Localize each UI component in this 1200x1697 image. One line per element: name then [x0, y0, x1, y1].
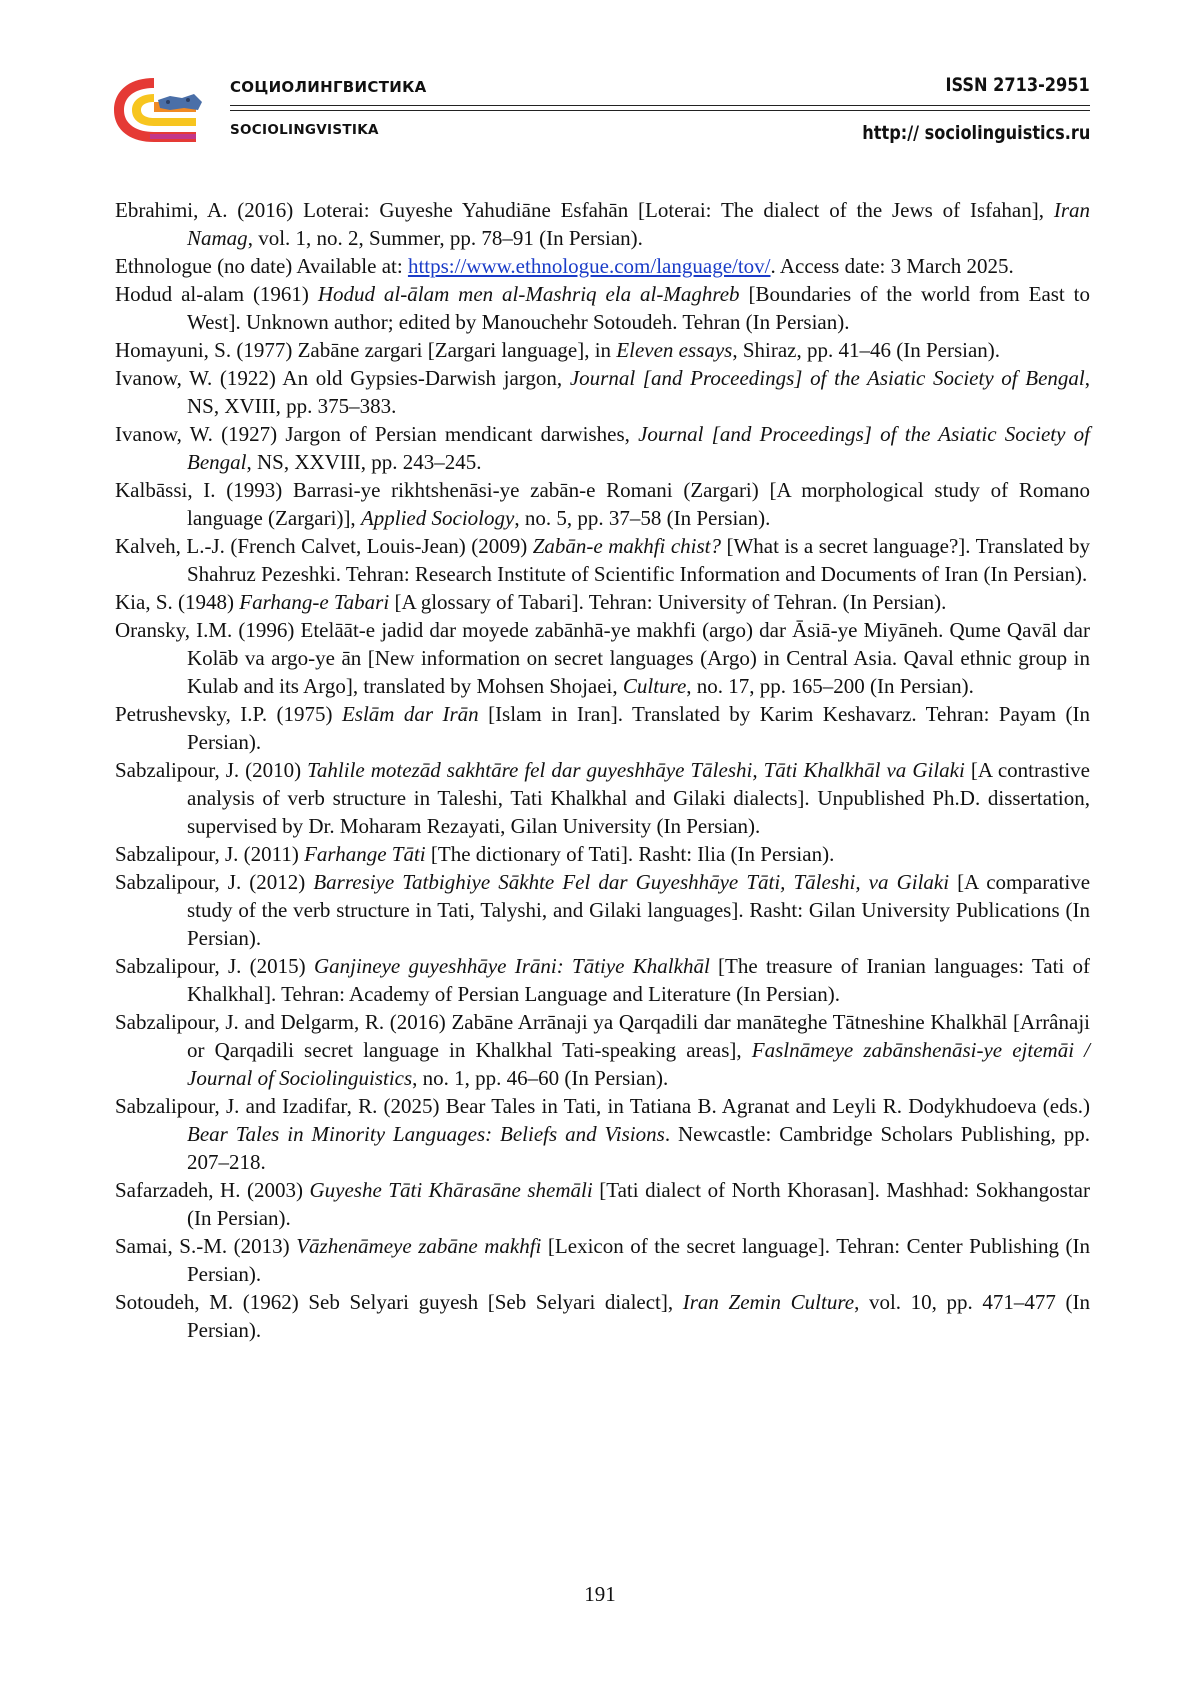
reference-text: Ethnologue (no date) Available at: [115, 254, 408, 278]
reference-title: Farhange Tāti [304, 842, 426, 866]
reference-list [115, 196, 1090, 1344]
header-rule-thin [230, 110, 1090, 111]
reference-title: Zabān-e makhfi chist? [532, 534, 722, 558]
reference-entry [115, 756, 1090, 840]
reference-entry [115, 952, 1090, 1008]
reference-title: Ganjineye guyeshhāye Irāni: Tātiye Khalkhāl [313, 954, 710, 978]
journal-title-ru: СОЦИОЛИНГВИСТИКА [230, 78, 427, 96]
reference-text: . Access date: 3 March 2025. [770, 254, 1014, 278]
reference-entry [115, 1288, 1090, 1344]
reference-title: Culture [622, 674, 687, 698]
reference-entry [115, 1092, 1090, 1176]
reference-text: Safarzadeh, H. (2003) [115, 1178, 310, 1202]
reference-entry [115, 868, 1090, 952]
reference-text: Sabzalipour, J. and Delgarm, R. (2016) Zabāne Arrānaji ya Qarqadili dar manāteghe Tātneshine Khalkhāl [Arrânaji or Qarqadili secret language in Khalkhal Tati-speaking areas], [115, 1010, 1090, 1062]
reference-text: [Tati dialect of North Khorasan]. Mashhad: Sokhangostar (In Persian). [187, 1178, 1090, 1230]
reference-text: Sabzalipour, J. (2010) [115, 758, 308, 782]
reference-text: Homayuni, S. (1977) Zabāne zargari [Zargari language], in [115, 338, 617, 362]
reference-entry [115, 1232, 1090, 1288]
reference-entry [115, 1176, 1090, 1232]
reference-title: Tahlile motezād sakhtāre fel dar guyeshhāye Tāleshi, Tāti Khalkhāl va Gilaki [307, 758, 965, 782]
reference-entry [115, 1008, 1090, 1092]
reference-text: Ebrahimi, A. (2016) Loterai: Guyeshe Yahudiāne Esfahān [Loterai: The dialect of the Jews of Isfahan], [115, 198, 1054, 222]
reference-text: Sabzalipour, J. and Izadifar, R. (2025) Bear Tales in Tati, in Tatiana B. Agranat and Leyli R. Dodykhudoeva (eds.) [115, 1094, 1090, 1118]
issn: ISSN 2713-2951 [945, 74, 1090, 96]
reference-text: Kia, S. (1948) [115, 590, 240, 614]
reference-text: Samai, S.-M. (2013) [115, 1234, 297, 1258]
reference-text: Sotoudeh, M. (1962) Seb Selyari guyesh [Seb Selyari dialect], [115, 1290, 683, 1314]
reference-text: Sabzalipour, J. (2011) [115, 842, 305, 866]
reference-title: Guyeshe Tāti Khārasāne shemāli [309, 1178, 593, 1202]
reference-text: Kalbāssi, I. (1993) Barrasi-ye rikhtshenāsi-ye zabān-e Romani (Zargari) [A morphological study of Romano language (Zargari)], [115, 478, 1090, 530]
reference-entry [115, 476, 1090, 532]
reference-title: Iran Namag [187, 198, 1090, 250]
reference-title: Journal [and Proceedings] of the Asiatic Society of Bengal [569, 366, 1085, 390]
reference-text: [What is a secret language?]. Translated by Shahruz Pezeshki. Tehran: Research Institute of Scientific Information and Documents of Iran (In Persian). [187, 534, 1090, 586]
reference-entry [115, 840, 1090, 868]
reference-entry [115, 364, 1090, 420]
reference-text: Petrushevsky, I.P. (1975) [115, 702, 342, 726]
reference-text: , vol. 1, no. 2, Summer, pp. 78–91 (In Persian). [247, 226, 643, 250]
reference-text: [Boundaries of the world from East to West]. Unknown author; edited by Manouchehr Sotoudeh. Tehran (In Persian). [187, 282, 1091, 334]
page-header [110, 72, 1090, 152]
reference-entry [115, 280, 1090, 336]
reference-text: [A contrastive analysis of verb structure in Taleshi, Tati Khalkhal and Gilaki dialects]. Unpublished Ph.D. dissertation, supervised by Dr. Moharam Rezayati, Gilan University (In Persian). [187, 758, 1090, 838]
reference-title: Farhang-e Tabari [239, 590, 390, 614]
reference-entry [115, 336, 1090, 364]
reference-title: Eslām dar Irān [341, 702, 479, 726]
reference-text: Kalveh, L.-J. (French Calvet, Louis-Jean) (2009) [115, 534, 533, 558]
reference-text: [The treasure of Iranian languages: Tati of Khalkhal]. Tehran: Academy of Persian Language and Literature (In Persian). [187, 954, 1091, 1006]
reference-text: [The dictionary of Tati]. Rasht: Ilia (In Persian). [425, 842, 835, 866]
reference-entry [115, 532, 1090, 588]
reference-title: Barresiye Tatbighiye Sākhte Fel dar Guyeshhāye Tāti, Tāleshi, va Gilaki [313, 870, 950, 894]
reference-text: , NS, XXVIII, pp. 243–245. [246, 450, 482, 474]
reference-text: Hodud al-alam (1961) [115, 282, 318, 306]
reference-title: Journal [and Proceedings] of the Asiatic Society of Bengal [187, 422, 1091, 474]
reference-text: , NS, XVIII, pp. 375–383. [187, 366, 1090, 418]
reference-text: [Lexicon of the secret language]. Tehran: Center Publishing (In Persian). [187, 1234, 1090, 1286]
reference-title: Faslnāmeye zabānshenāsi-ye ejtemāi / Journal of Sociolinguistics [187, 1038, 1090, 1090]
reference-text: [A glossary of Tabari]. Tehran: University of Tehran. (In Persian). [389, 590, 947, 614]
reference-text: [Islam in Iran]. Translated by Karim Keshavarz. Tehran: Payam (In Persian). [187, 702, 1090, 754]
reference-entry [115, 616, 1090, 700]
reference-text: , no. 1, pp. 46–60 (In Persian). [412, 1066, 669, 1090]
reference-entry [115, 588, 1090, 616]
reference-entry [115, 700, 1090, 756]
journal-url[interactable]: http:// sociolinguistics.ru [861, 122, 1090, 144]
page-number: 191 [584, 1582, 616, 1606]
reference-title: Bear Tales in Minority Languages: Beliefs and Visions [187, 1122, 665, 1146]
reference-text: , no. 17, pp. 165–200 (In Persian). [686, 674, 974, 698]
reference-title: Hodud al-ālam men al-Mashriq ela al-Maghreb [317, 282, 740, 306]
reference-title: Iran Zemin Culture [682, 1290, 855, 1314]
reference-title: Applied Sociology [360, 506, 515, 530]
reference-text: Ivanow, W. (1927) Jargon of Persian mendicant darwishes, [115, 422, 639, 446]
reference-entry [115, 252, 1090, 280]
journal-logo [110, 74, 210, 146]
reference-title: Vāzhenāmeye zabāne makhfi [296, 1234, 542, 1258]
reference-text: [A comparative study of the verb structure in Tati, Talyshi, and Gilaki languages]. Rasht: Gilan University Publications (In Persian). [187, 870, 1091, 950]
header-rule [230, 105, 1090, 106]
reference-text: Oransky, I.M. (1996) Etelāāt-e jadid dar moyede zabānhā-ye makhfi (argo) dar Āsiā-ye Miyāneh. Qume Qavāl dar Kolāb va argo-ye ān [New information on secret languages (Argo) in Central Asia. Qaval ethnic group in Kulab and its Argo], translated by Mohsen Shojaei, [115, 618, 1090, 698]
reference-text: Sabzalipour, J. (2015) [115, 954, 314, 978]
reference-text: , no. 5, pp. 37–58 (In Persian). [514, 506, 771, 530]
reference-link[interactable]: https://www.ethnologue.com/language/tov/ [407, 254, 771, 278]
reference-text: . Newcastle: Cambridge Scholars Publishing, pp. 207–218. [187, 1122, 1090, 1174]
reference-title: Eleven essays [616, 338, 733, 362]
reference-entry [115, 196, 1090, 252]
journal-title-en: SOCIOLINGVISTIKA [230, 122, 379, 138]
reference-text: Sabzalipour, J. (2012) [115, 870, 314, 894]
reference-text: , Shiraz, pp. 41–46 (In Persian). [732, 338, 1001, 362]
reference-text: Ivanow, W. (1922) An old Gypsies-Darwish jargon, [115, 366, 570, 390]
reference-text: , vol. 10, pp. 471–477 (In Persian). [187, 1290, 1091, 1342]
reference-entry [115, 420, 1090, 476]
